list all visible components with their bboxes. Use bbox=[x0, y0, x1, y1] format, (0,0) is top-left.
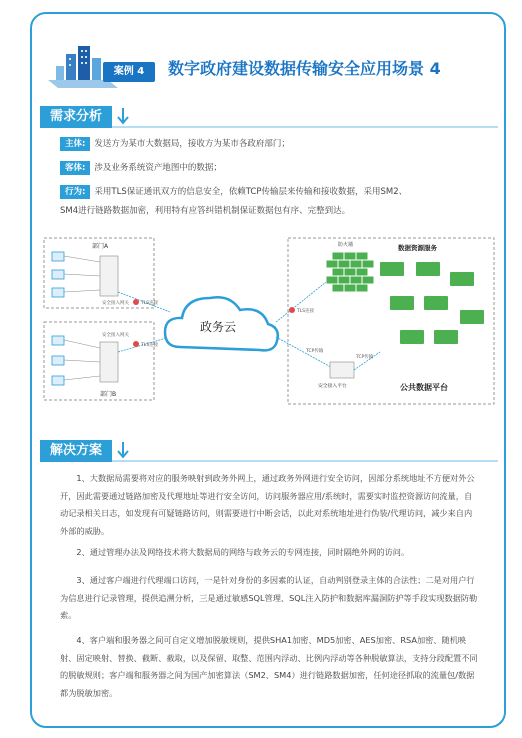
requirement-row-behavior-cont bbox=[60, 203, 500, 220]
data-service-label: 数据资源服务 bbox=[398, 244, 437, 252]
down-arrow-icon bbox=[116, 108, 130, 126]
tcp-label: TCP传输 bbox=[306, 349, 324, 354]
tag-object: 客体: bbox=[60, 161, 90, 175]
computer-icon bbox=[52, 270, 64, 279]
requirement-text: 涉及业务系统资产地图中的数据； bbox=[94, 163, 222, 173]
requirement-row-subject bbox=[60, 136, 500, 153]
switch-icon bbox=[100, 256, 118, 296]
lock-icon bbox=[133, 299, 139, 305]
solution-title: 解决方案 bbox=[40, 440, 112, 462]
requirements-section-bar bbox=[40, 106, 498, 128]
lock-icon bbox=[289, 307, 295, 313]
requirement-text: 发送方为某市大数据局，接收方为某市各政府部门； bbox=[94, 139, 290, 149]
solution-paragraph-4: 4、客户端和服务器之间可自定义增加脱敏规则，提供SHA1加密、MD5加密、AES加密、RSA加密、随机映射、固定映射、替换、截断、截取，以及保留、取整、范围内浮动、比例内浮动等各种脱敏算法，支持分段配置不同的脱敏规则；客户端和服务器之间为国产加密算法（SM2、SM4）进行链路数据加密，任何途径抓取的流量包/数据都为脱敏加密。 bbox=[60, 635, 478, 698]
tcp-label-2: TCP传输 bbox=[356, 355, 374, 360]
security-platform-icon bbox=[330, 362, 354, 378]
requirement-row-object bbox=[60, 160, 500, 177]
lock-icon bbox=[133, 341, 139, 347]
tls-label-3: TLS连接 bbox=[297, 309, 315, 314]
solution-paragraph-1: 1、大数据局需要将对应的服务映射到政务外网上，通过政务外网进行安全访问，因部分系统地址不方便对外公开，因此需要通过链路加密及代理地址等进行安全访问，访问服务器应用/系统时，需要实时监控资源访问流量，自动记录相关日志，如发现有可疑链路访问，则需要进行中断会话，以此对系统地址进行伪装/代理访问，减少来自内外部的威胁。 bbox=[60, 473, 475, 536]
computer-icon bbox=[52, 252, 64, 261]
solution-paragraph-3: 3、通过客户端进行代理端口访问，一是针对身份的多因素的认证，自动判别登录主体的合法性；二是对用户行为信息进行记录管理，提供追溯分析，三是通过敏感SQL管理、SQL注入防护和数据库漏洞防护等手段实现数据防勒索。 bbox=[60, 575, 478, 620]
case-header bbox=[48, 44, 498, 88]
dept-b-label: 部门B bbox=[100, 391, 117, 398]
tag-behavior: 行为: bbox=[60, 185, 90, 199]
requirement-text: 采用TLS保证通讯双方的信息安全，依赖TCP传输层来传输和接收数据，采用SM2、 bbox=[94, 187, 408, 197]
sec-access-label-b: 安全接入网关 bbox=[102, 333, 129, 338]
public-platform-label: 公共数据平台 bbox=[400, 383, 448, 392]
firewall-label: 防火墙 bbox=[338, 242, 354, 248]
computer-icon bbox=[52, 356, 64, 365]
gov-cloud-label: 政务云 bbox=[200, 320, 237, 334]
section-divider bbox=[40, 126, 498, 128]
firewall-icon bbox=[326, 252, 374, 292]
server-icon bbox=[380, 262, 484, 344]
solution-paragraph-2: 2、通过管理办法及网络技术将大数据局的网络与政务云的专网连接，同时隔绝外网的访问。 bbox=[76, 547, 410, 557]
tls-label-2: TLS连接 bbox=[141, 343, 159, 348]
requirement-text: SM4进行链路数据加密，利用特有应答纠错机制保证数据包有序、完整到达。 bbox=[60, 206, 351, 216]
dept-a-label: 部门A bbox=[92, 243, 109, 250]
case-title: 数字政府建设数据传输安全应用场景 4 bbox=[168, 59, 441, 78]
section-divider bbox=[40, 460, 498, 462]
computer-icon bbox=[52, 336, 64, 345]
requirement-row-behavior bbox=[60, 184, 500, 201]
requirements-title: 需求分析 bbox=[40, 106, 112, 128]
case-badge: 案例 4 bbox=[103, 62, 155, 82]
computer-icon bbox=[52, 376, 64, 385]
tag-subject: 主体: bbox=[60, 137, 90, 151]
sec-access-label-a: 安全接入网关 bbox=[102, 301, 129, 306]
switch-icon bbox=[100, 342, 118, 382]
tls-label-1: TLS连接 bbox=[141, 301, 159, 306]
security-platform-label: 安全接入平台 bbox=[318, 384, 347, 389]
network-diagram bbox=[40, 232, 500, 412]
down-arrow-icon bbox=[116, 442, 130, 460]
computer-icon bbox=[52, 288, 64, 297]
solution-section-bar bbox=[40, 440, 498, 462]
